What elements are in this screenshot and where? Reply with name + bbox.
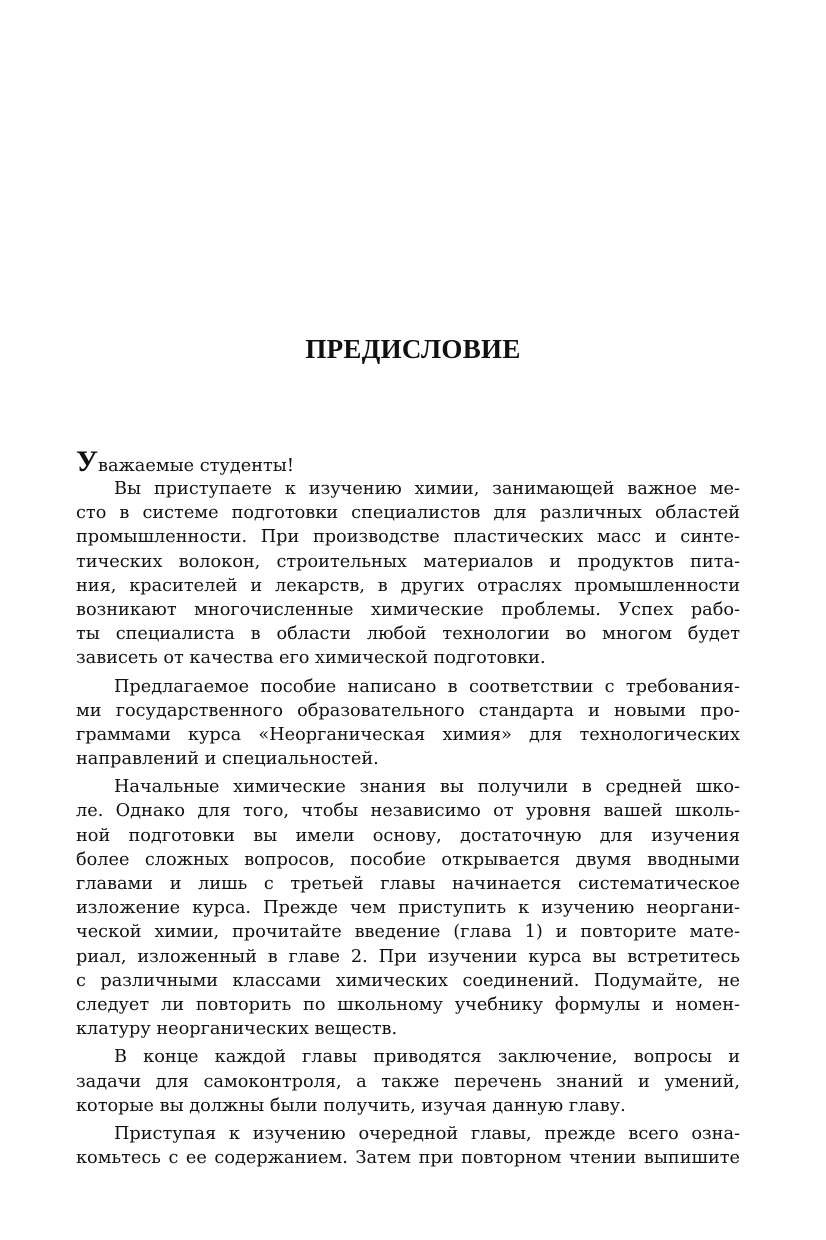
text-line: комьтесь с ее содержанием. Затем при повторном чтении выпишите bbox=[76, 1148, 740, 1169]
preface-text bbox=[76, 447, 740, 1170]
salutation-text: важаемые студенты! bbox=[98, 456, 294, 476]
salutation bbox=[76, 447, 740, 477]
text-line: сто в системе подготовки специалистов для различных областей bbox=[76, 503, 740, 524]
text-line: направлений и специальностей. bbox=[76, 749, 379, 770]
text-line: В конце каждой главы приводятся заключение, вопросы и bbox=[114, 1047, 740, 1068]
text-line: возникают многочисленные химические проблемы. Успех рабо- bbox=[76, 599, 740, 620]
text-line: главами и лишь с третьей главы начинается систематическое bbox=[76, 874, 740, 894]
paragraph-5 bbox=[76, 1122, 740, 1170]
text-line: Вы приступаете к изучению химии, занимающей важное ме- bbox=[114, 479, 740, 499]
text-line: Приступая к изучению очередной главы, прежде всего озна- bbox=[114, 1123, 740, 1144]
text-line: ческой химии, прочитайте введение (глава 1) и повторите мате- bbox=[76, 922, 740, 943]
text-line: ния, красителей и лекарств, в других отраслях промышленности bbox=[76, 575, 740, 596]
text-line: ной подготовки вы имели основу, достаточную для изучения bbox=[76, 825, 740, 846]
paragraph-2 bbox=[76, 675, 740, 772]
text-line: ты специалиста в области любой технологии во многом будет bbox=[76, 624, 740, 645]
text-line: более сложных вопросов, пособие открывается двумя вводными bbox=[76, 849, 740, 870]
text-line: зависеть от качества его химической подготовки. bbox=[76, 648, 546, 669]
text-line: Начальные химические знания вы получили в средней шко- bbox=[114, 777, 740, 798]
paragraph-4 bbox=[76, 1045, 740, 1118]
text-line: Предлагаемое пособие написано в соответствии с требования- bbox=[114, 676, 740, 697]
text-line: изложение курса. Прежде чем приступить к изучению неоргани- bbox=[76, 898, 740, 919]
text-line: тических волокон, строительных материалов и продуктов пита- bbox=[76, 551, 740, 572]
paragraph-3 bbox=[76, 775, 740, 1041]
text-line: которые вы должны были получить, изучая данную главу. bbox=[76, 1095, 626, 1116]
text-line: следует ли повторить по школьному учебнику формулы и номен- bbox=[76, 994, 740, 1015]
paragraph-1 bbox=[76, 477, 740, 671]
text-line: ми государственного образовательного стандарта и новыми про- bbox=[76, 700, 740, 721]
text-line: риал, изложенный в главе 2. При изучении курса вы встретитесь bbox=[76, 946, 740, 967]
text-line: ле. Однако для того, чтобы независимо от уровня вашей школь- bbox=[76, 801, 740, 822]
text-line: промышленности. При производстве пластических масс и синте- bbox=[76, 527, 740, 548]
text-line: клатуру неорганических веществ. bbox=[76, 1019, 398, 1040]
dropcap-letter: У bbox=[76, 445, 99, 478]
text-line: задачи для самоконтроля, а также перечень знаний и умений, bbox=[76, 1071, 740, 1092]
text-line: с различными классами химических соединений. Подумайте, не bbox=[76, 970, 740, 991]
page-title: ПРЕДИСЛОВИЕ bbox=[305, 334, 521, 364]
text-line: граммами курса «Неорганическая химия» для технологических bbox=[76, 724, 740, 745]
